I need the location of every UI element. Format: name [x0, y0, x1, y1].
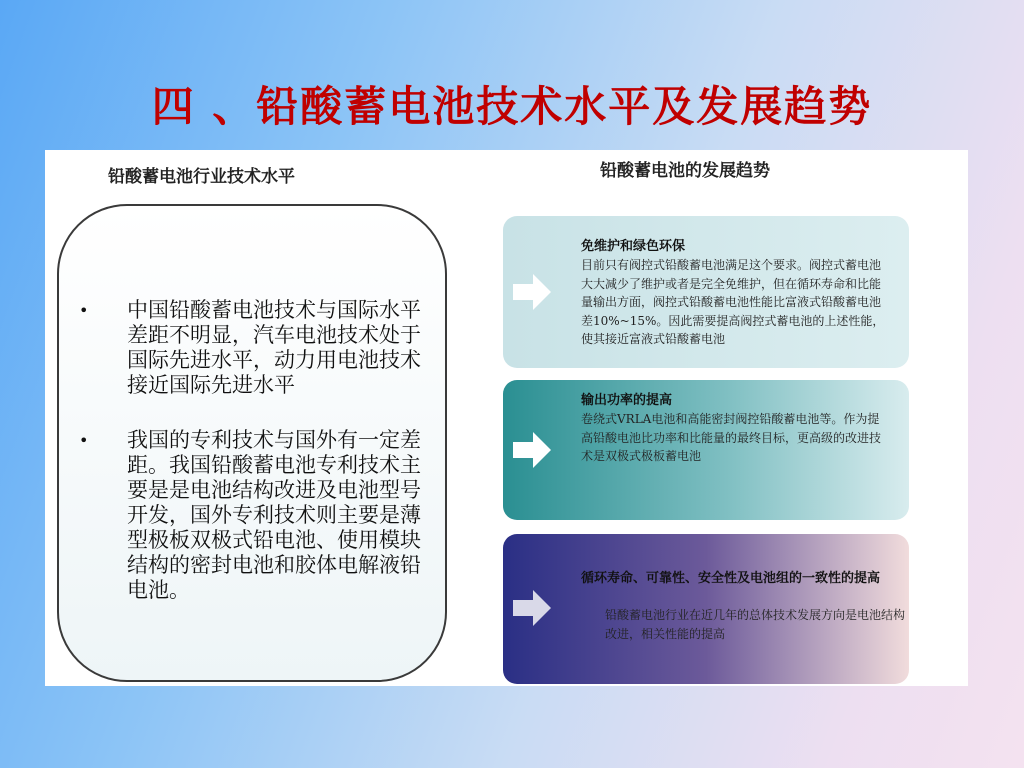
left-section-heading: 铅酸蓄电池行业技术水平	[108, 167, 295, 187]
content-panel	[45, 150, 968, 686]
trend-body: 目前只有阀控式铅酸蓄电池满足这个要求。阀控式蓄电池大大减少了维护或者是完全免维护，但在循环寿命和比能量输出方面，阀控式铅酸蓄电池性能比富液式铅酸蓄电池差10%~15%。因此需要提高阀控式蓄电池的上述性能，使其接近富液式铅酸蓄电池	[581, 258, 885, 346]
trend-body: 卷绕式VRLA电池和高能密封阀控铅酸蓄电池等。作为提高铅酸电池比功率和比能量的最终目标，更高级的改进技术是双极式极板蓄电池	[581, 412, 882, 463]
bullet-text: 我国的专利技术与国外有一定差距。我国铅酸蓄电池专利技术主要是是电池结构改进及电池型号开发，国外专利技术则主要是薄型极板双极式铅电池、使用模块结构的密封电池和胶体电解液铅电池。	[127, 428, 421, 602]
arrow-right-icon	[513, 272, 553, 312]
bullet-dot-icon: •	[79, 431, 89, 450]
bullet-text: 中国铅酸蓄电池技术与国际水平差距不明显，汽车电池技术处于国际先进水平，动力用电池技术接近国际先进水平	[127, 298, 421, 397]
trend-card-maintenance-free	[503, 216, 909, 368]
arrow-right-icon	[513, 588, 553, 628]
right-section-heading: 铅酸蓄电池的发展趋势	[600, 161, 770, 181]
bullet-item	[79, 298, 439, 398]
bullet-item	[79, 428, 439, 603]
arrow-right-icon	[513, 430, 553, 470]
bullet-dot-icon: •	[79, 301, 89, 320]
trend-card-reliability	[503, 534, 909, 684]
trend-title: 循环寿命、可靠性、安全性及电池组的一致性的提高	[581, 571, 881, 586]
tech-level-box	[57, 204, 447, 682]
trend-card-output-power	[503, 380, 909, 520]
trend-body: 铅酸蓄电池行业在近几年的总体技术发展方向是电池结构改进，相关性能的提高	[605, 608, 906, 641]
trend-title: 输出功率的提高	[581, 393, 673, 408]
trend-title: 免维护和绿色环保	[581, 239, 686, 254]
slide-title: 四 、铅酸蓄电池技术水平及发展趋势	[151, 82, 873, 131]
